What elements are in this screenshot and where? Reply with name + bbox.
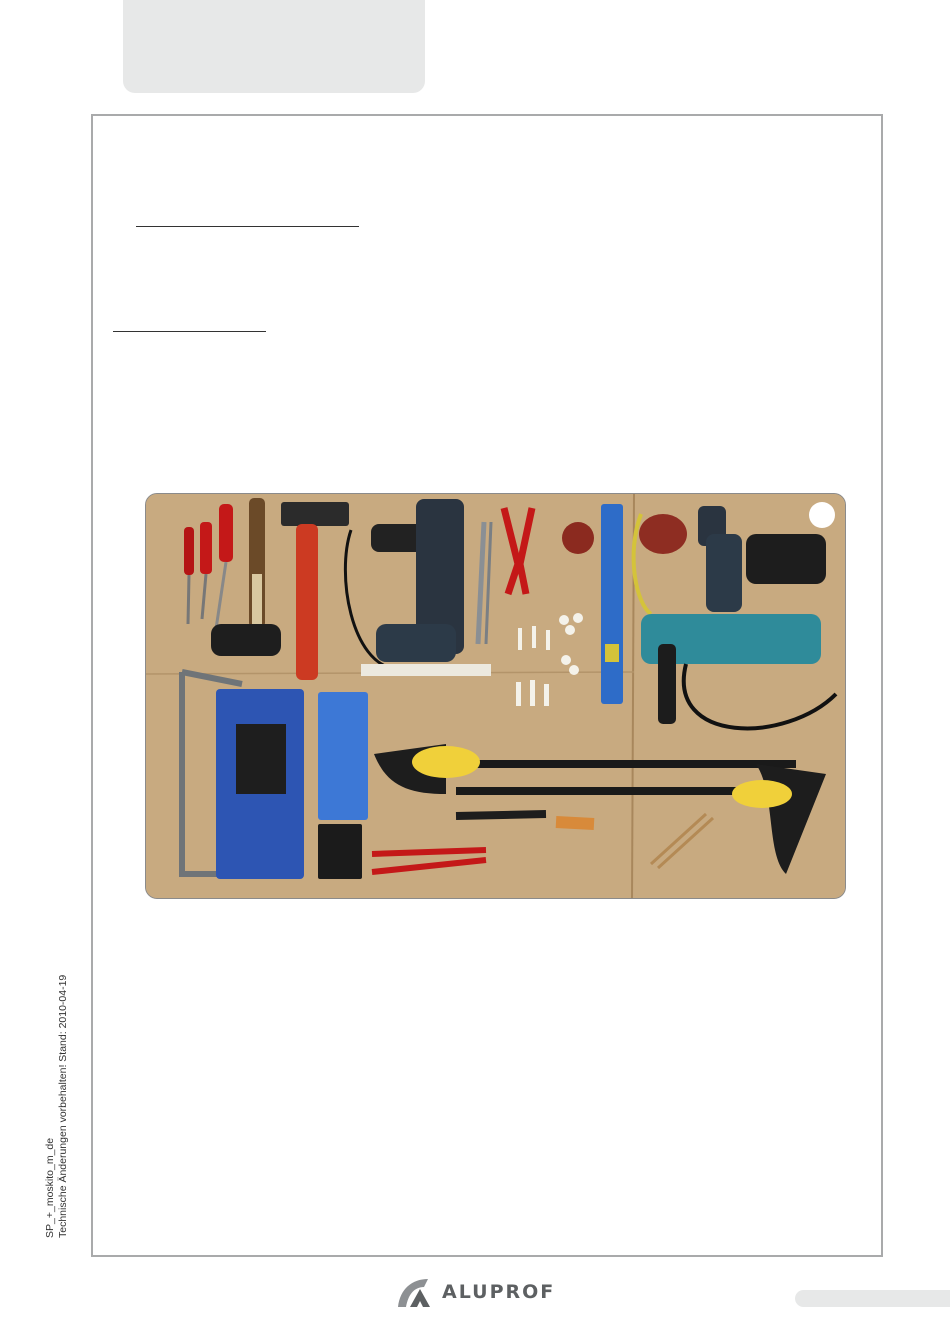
page-number-tab <box>795 1290 950 1307</box>
heading-underline-2 <box>113 331 266 332</box>
brand-logo <box>396 1275 555 1309</box>
photo-marker-circle <box>809 502 835 528</box>
brand-name: ALUPROF <box>442 1281 556 1303</box>
header-tab <box>123 0 425 93</box>
hex-key-set <box>318 692 368 879</box>
spirit-level <box>601 504 623 704</box>
tape-reel <box>562 522 594 554</box>
tools-photo <box>145 493 846 899</box>
aluprof-logo-icon <box>396 1275 432 1309</box>
folding-rule <box>361 664 491 676</box>
tools-illustration <box>146 494 846 899</box>
doc-code: SP_+_moskito_m_de <box>44 1137 56 1238</box>
heading-underline-1 <box>136 226 359 227</box>
drill-bit-case <box>216 689 304 879</box>
doc-disclaimer: Technische Änderungen vorbehalten! Stand: 2010-04-19 <box>57 974 69 1238</box>
sidebar-doc-info <box>44 975 70 1238</box>
